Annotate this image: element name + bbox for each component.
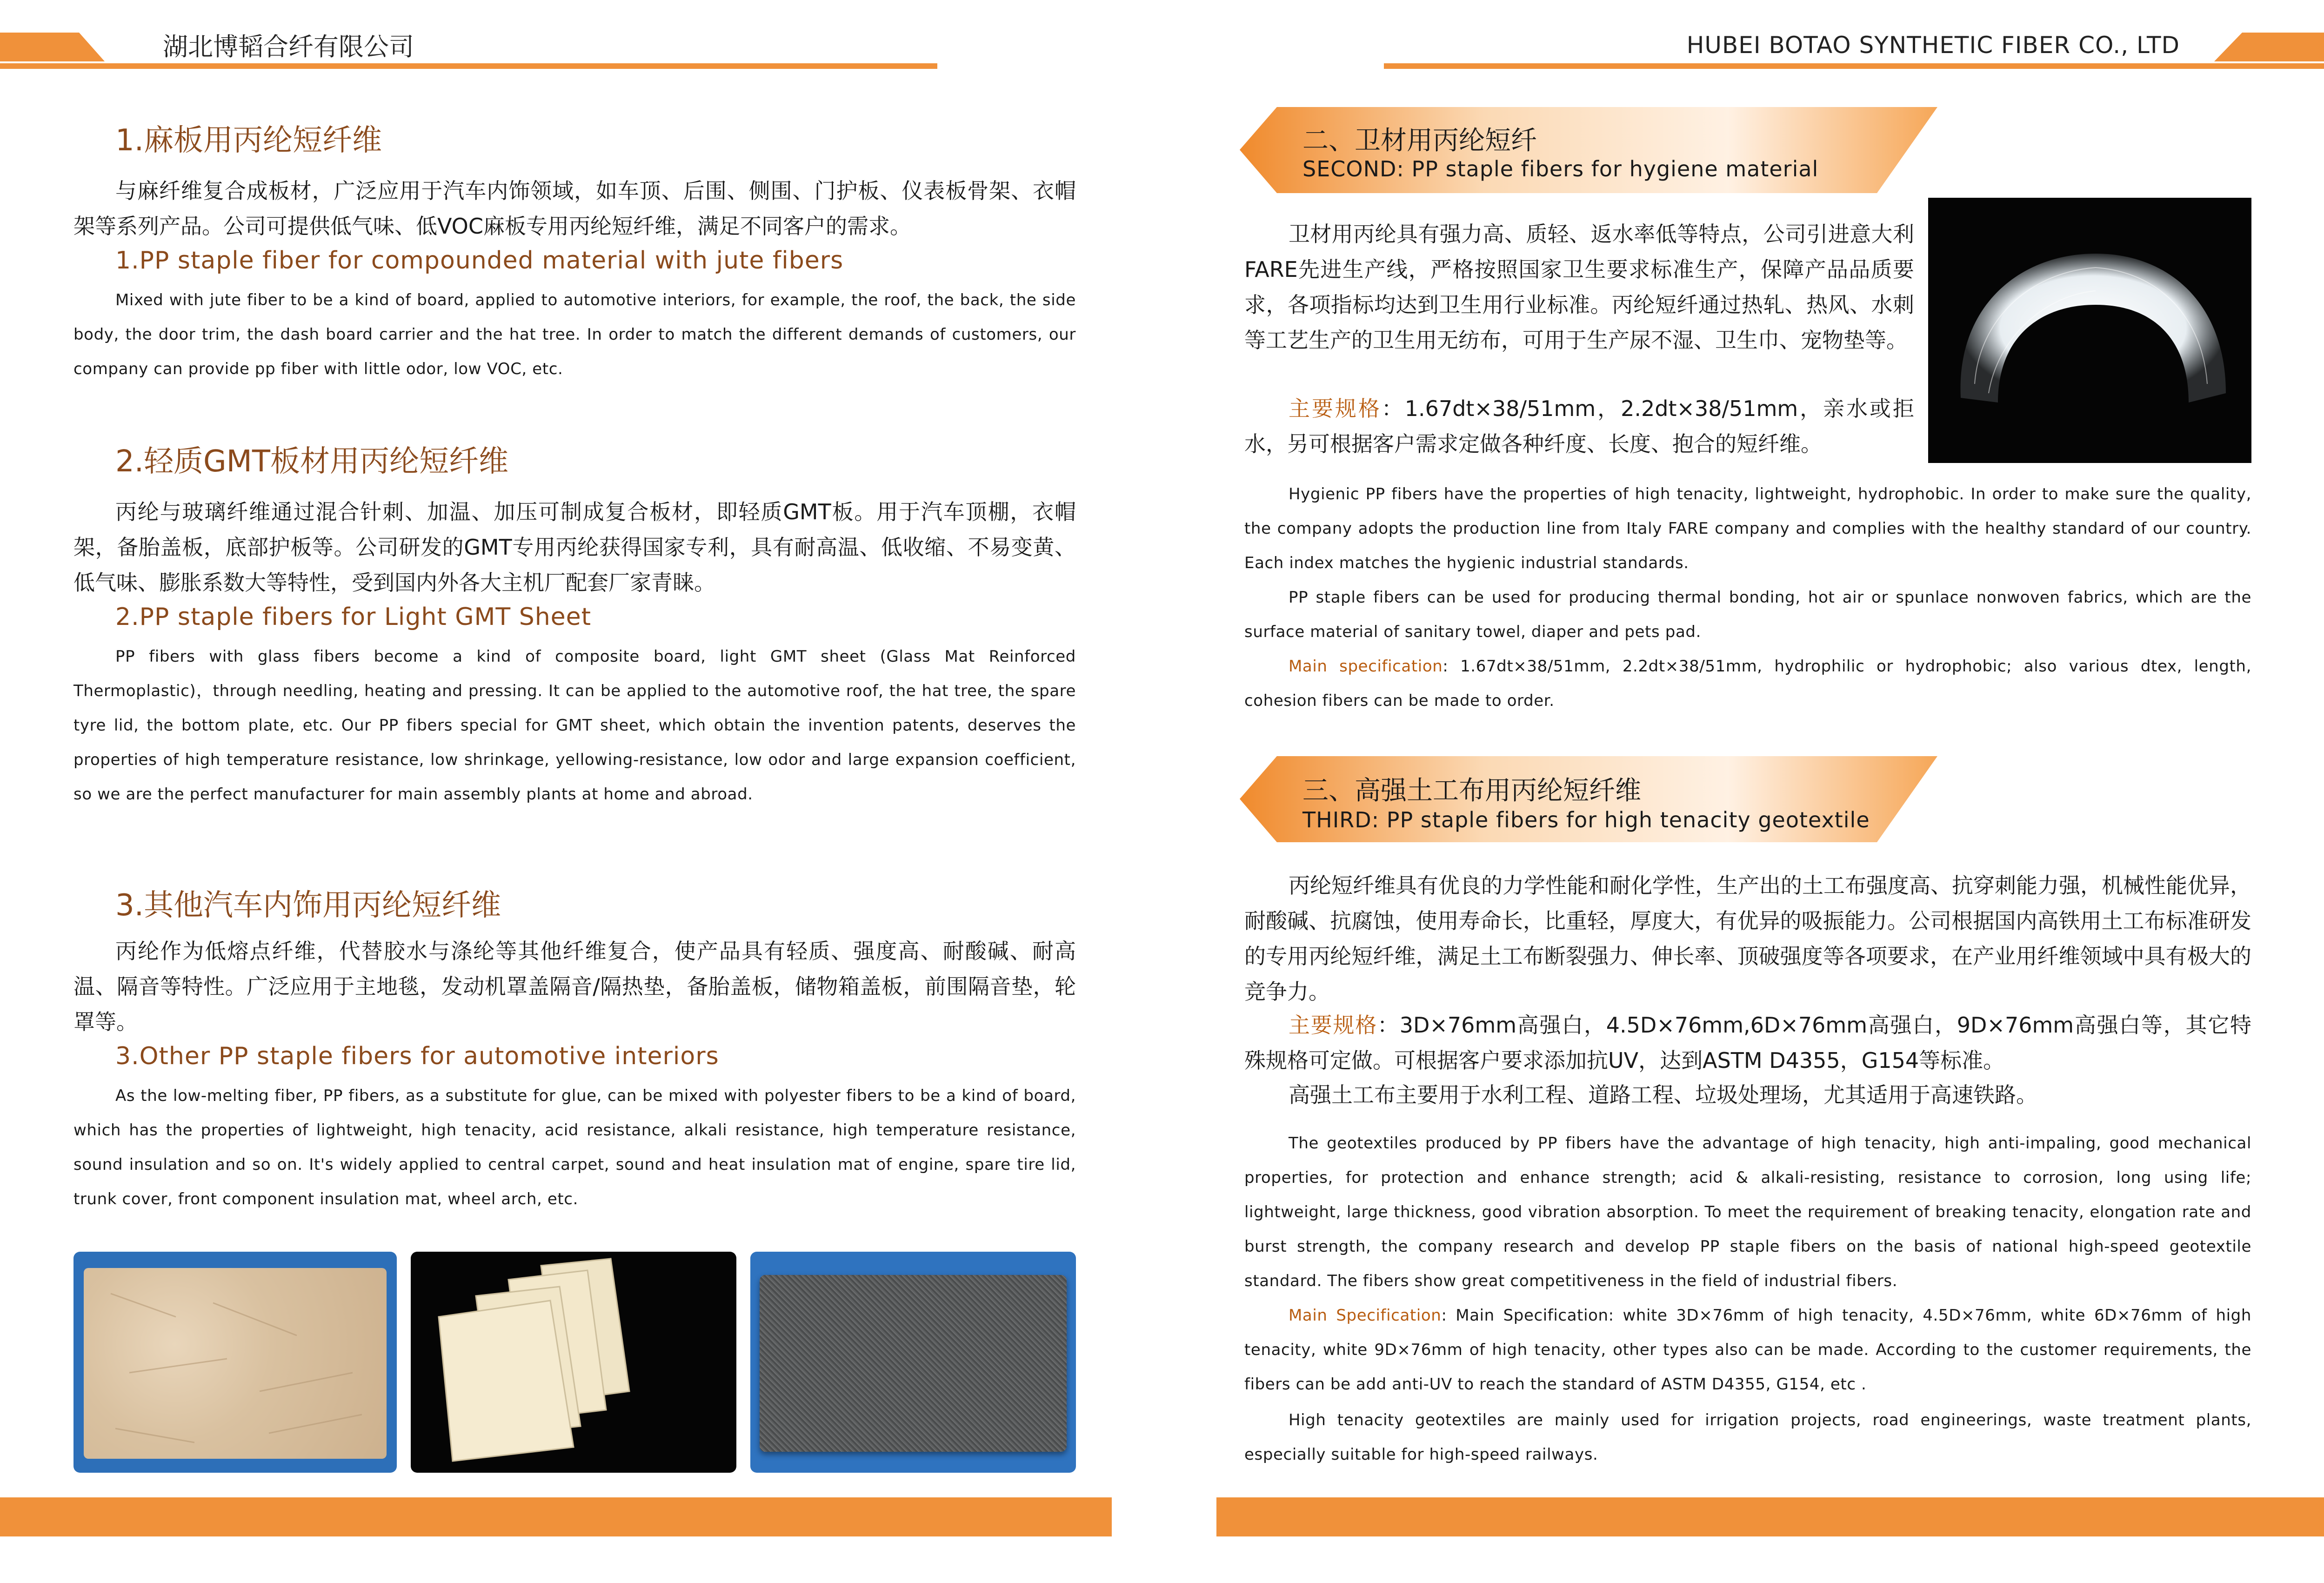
spec-text-en: : Main Specification: white 3D×76mm of high tenacity, 4.5D×76mm, white 6D×76mm of high tenacity, white 9D×76mm of high tenacity, other types also can be made. According to the customer requirements, the fibers can be add anti-UV to reach the standard of ASTM D4355, G154, etc . [1244,1306,2251,1394]
section-1-body-zh: 与麻纤维复合成板材，广泛应用于汽车内饰领域，如车顶、后围、侧围、门护板、仪表板骨架、衣帽架等系列产品。公司可提供低气味、低VOC麻板专用丙纶短纤维，满足不同客户的需求。 [73,178,1076,239]
section-1-body-en: Mixed with jute fiber to be a kind of board, applied to automotive interiors, for example, the roof, the back, the side body, the door trim, the dash board carrier and the hat tree. In order to match the different demands of customers, our company can provide pp fiber with little odor, low VOC, etc. [73,291,1076,378]
section-1-title-zh: 1.麻板用丙纶短纤维 [115,123,382,158]
section-2-title-en: 2.PP staple fibers for Light GMT Sheet [115,603,592,631]
gray-felt-image [750,1252,1076,1473]
spec-text: ：1.67dt×38/51mm，2.2dt×38/51mm，亲水或拒水，另可根据客户需求定做各种纤度、长度、抱合的短纤维。 [1244,396,1914,456]
jute-board-image [73,1252,397,1473]
footer-right-bar [1216,1497,2324,1536]
section-2-banner-title-zh: 二、卫材用丙纶短纤 [1302,126,1537,156]
spec-text-en: : 1.67dt×38/51mm, 2.2dt×38/51mm, hydrophilic or hydrophobic; also various dtex, length, cohesion fibers can be made to order. [1244,657,2251,710]
section-3-spec-zh [1244,1007,2251,1078]
company-name-en: HUBEI BOTAO SYNTHETIC FIBER CO., LTD [1686,32,2180,59]
section-3-banner-title-en: THIRD: PP staple fibers for high tenacity geotextile [1302,807,1870,832]
section-3-body-en-1: The geotextiles produced by PP fibers have the advantage of high tenacity, high anti-impaling, good mechanical properties, for protection and enhance strength; acid & alkali-resisting, resistance to corrosion, long using life; lightweight, large thickness, good vibration absorption. To meet the requirement of breaking tenacity, elongation rate and burst strength, the company research and develop PP staple fibers on the basis of national high-speed geotextile standard. The fibers show great competitiveness in the field of industrial fibers. [1244,1134,2251,1290]
section-2-banner-title-en: SECOND: PP staple fibers for hygiene material [1302,156,1819,181]
section-3-body-en-2: High tenacity geotextiles are mainly used for irrigation projects, road engineerings, waste treatment plants, especially suitable for high-speed railways. [1244,1411,2251,1464]
company-name-zh: 湖北博韬合纤有限公司 [163,32,414,61]
section-2-spec-en [1244,649,2251,718]
spec-label: 主要规格 [1289,396,1382,421]
gmt-sheets-image [411,1252,736,1473]
header-right-rule [1384,63,2324,69]
section-1-title-en: 1.PP staple fiber for compounded material with jute fibers [115,247,844,275]
spec-label-en: Main Specification [1289,1306,1442,1325]
header-left-rule [0,63,937,69]
section-3-banner-title-zh: 三、高强土工布用丙纶短纤维 [1302,776,1641,806]
section-2-body-en: PP fibers with glass fibers become a kind of composite board, light GMT sheet (Glass Mat Reinforced Thermoplastic)，through needling, heating and pressing. It can be applied to the automotive roof, the hat tree, the spare tyre lid, the bottom plate, etc. Our PP fibers special for GMT sheet, which obtain the invention patents, deserves the properties of high temperature resistance, low shrinkage, yellowing-resistance, low odor and large expansion coefficient, so we are the perfect manufacturer for main assembly plants at home and abroad. [73,647,1076,804]
section-3-body-zh: 丙纶短纤维具有优良的力学性能和耐化学性，生产出的土工布强度高、抗穿刺能力强，机械性能优异，耐酸碱、抗腐蚀，使用寿命长，比重轻，厚度大，有优异的吸振能力。公司根据国内高铁用土工布标准研发的专用丙纶短纤维，满足土工布断裂强力、伸长率、顶破强度等各项要求，在产业用纤维领域中具有极大的竞争力。 [1244,873,2251,1004]
section-3-title-zh: 3.其他汽车内饰用丙纶短纤维 [115,888,501,923]
header-right-tab [2214,33,2324,65]
spec-label: 主要规格 [1289,1013,1377,1038]
section-2-body-zh: 卫材用丙纶具有强力高、质轻、返水率低等特点，公司引进意大利FARE先进生产线，严格按照国家卫生要求标准生产，保障产品品质要求，各项指标均达到卫生用行业标准。丙纶短纤通过热轧、热风、水刺等工艺生产的卫生用无纺布，可用于生产尿不湿、卫生巾、宠物垫等。 [1244,221,1914,353]
section-3-spec-en [1244,1298,2251,1402]
section-2-body-en-2: PP staple fibers can be used for producing thermal bonding, hot air or spunlace nonwoven fabrics, which are the surface material of sanitary towel, diaper and pets pad. [1244,588,2251,641]
section-3-body-en: As the low-melting fiber, PP fibers, as a substitute for glue, can be mixed with polyester fibers to be a kind of board, which has the properties of lightweight, high tenacity, acid resistance, alkali resistance, high temperature resistance, sound insulation and so on. It's widely applied to central carpet, sound and heat insulation mat of engine, spare tire lid, trunk cover, front component insulation mat, wheel arch, etc. [73,1087,1076,1208]
section-3-title-en: 3.Other PP staple fibers for automotive interiors [115,1042,719,1070]
header-left-tab [0,33,107,65]
spec-label-en: Main specification [1289,657,1443,676]
pp-fiber-image [1928,198,2251,463]
section-2-title-zh: 2.轻质GMT板材用丙纶短纤维 [115,444,508,479]
left-column [73,116,1076,1216]
section-2-spec-zh [1244,391,1914,462]
section-3-body-zh: 丙纶作为低熔点纤维，代替胶水与涤纶等其他纤维复合，使产品具有轻质、强度高、耐酸碱、耐高温、隔音等特性。广泛应用于主地毯，发动机罩盖隔音/隔热垫，备胎盖板，储物箱盖板，前围隔音垫，轮罩等。 [73,939,1076,1034]
section-3-body-zh-2: 高强土工布主要用于水利工程、道路工程、垃圾处理场，尤其适用于高速铁路。 [1289,1082,2037,1107]
footer-left-bar [0,1497,1112,1536]
section-2-body-en-1: Hygienic PP fibers have the properties of high tenacity, lightweight, hydrophobic. In order to make sure the quality, the company adopts the production line from Italy FARE company and complies with the healthy standard of our country. Each index matches the hygienic industrial standards. [1244,485,2251,572]
section-2-body-zh: 丙纶与玻璃纤维通过混合针刺、加温、加压可制成复合板材，即轻质GMT板。用于汽车顶棚，衣帽架，备胎盖板，底部护板等。公司研发的GMT专用丙纶获得国家专利，具有耐高温、低收缩、不易变黄、低气味、膨胀系数大等特性，受到国内外各大主机厂配套厂家青睐。 [73,499,1076,595]
spec-text: ：3D×76mm高强白，4.5D×76mm,6D×76mm高强白，9D×76mm高强白等，其它特殊规格可定做。可根据客户要求添加抗UV，达到ASTM D4355，G154等标准。 [1244,1013,2251,1073]
